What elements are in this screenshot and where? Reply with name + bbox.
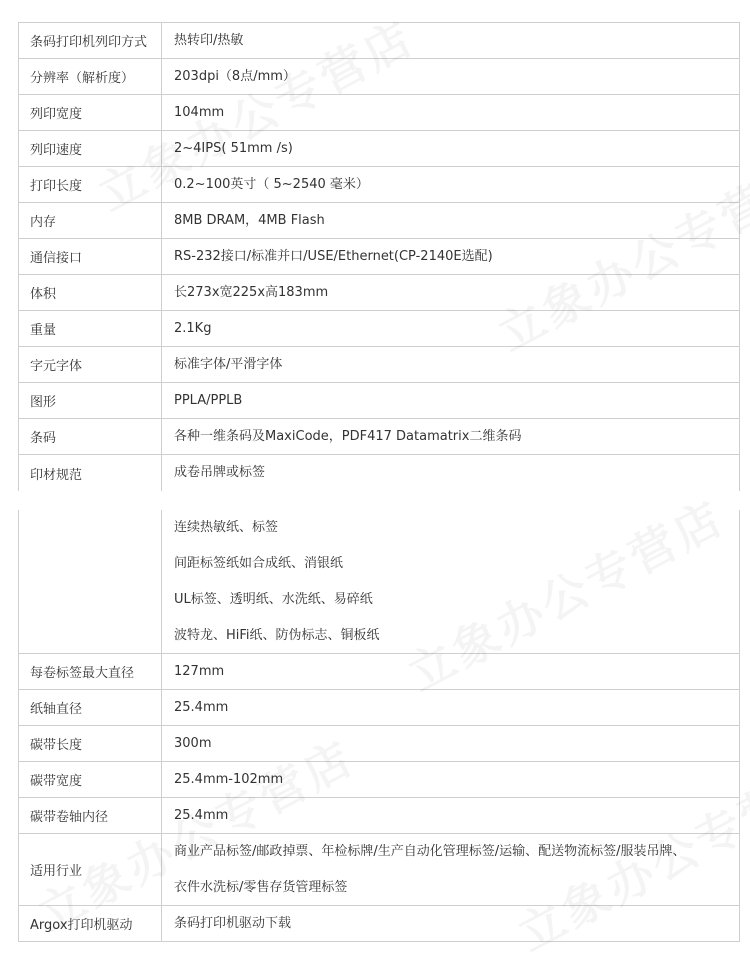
spec-value — [162, 23, 739, 58]
spec-value-line: 203dpi（8点/mm） — [174, 68, 296, 84]
spec-value — [162, 726, 739, 761]
spec-value — [162, 834, 739, 905]
spec-label: 碳带卷轴内径 — [19, 798, 162, 833]
spec-table-bottom — [18, 510, 740, 942]
spec-value-line: 25.4mm — [174, 699, 229, 715]
spec-value-line: 25.4mm-102mm — [174, 771, 284, 787]
spec-value — [162, 311, 739, 346]
spec-value-line: 间距标签纸如合成纸、消银纸 — [174, 555, 344, 571]
spec-value — [162, 798, 739, 833]
spec-row — [18, 203, 740, 239]
spec-row — [18, 455, 740, 491]
spec-table-top — [18, 22, 740, 491]
spec-value-line: 商业产品标签/邮政掉票、年检标牌/生产自动化管理标签/运输、配送物流标签/服装吊牌、 — [174, 843, 686, 859]
spec-row — [18, 131, 740, 167]
spec-value-line: 300m — [174, 735, 212, 751]
spec-row — [18, 59, 740, 95]
spec-row — [18, 347, 740, 383]
spec-value-line: 热转印/热敏 — [174, 32, 244, 48]
spec-value-line: 104mm — [174, 104, 225, 120]
spec-row — [18, 311, 740, 347]
spec-row — [18, 383, 740, 419]
spec-value — [162, 239, 739, 274]
spec-value-line: 波特龙、HiFi纸、防伪标志、铜板纸 — [174, 627, 380, 643]
spec-label: 条码 — [19, 419, 162, 454]
spec-value — [162, 347, 739, 382]
spec-label — [19, 510, 162, 653]
spec-value — [162, 275, 739, 310]
spec-label: 条码打印机列印方式 — [19, 23, 162, 58]
spec-value — [162, 419, 739, 454]
spec-value — [162, 762, 739, 797]
spec-value-line: UL标签、透明纸、水洗纸、易碎纸 — [174, 591, 373, 607]
spec-row — [18, 690, 740, 726]
spec-value — [162, 167, 739, 202]
spec-value — [162, 906, 739, 941]
spec-value-line: 连续热敏纸、标签 — [174, 519, 279, 535]
spec-label: 碳带宽度 — [19, 762, 162, 797]
spec-value-line: 成卷吊牌或标签 — [174, 465, 266, 480]
spec-value-line: 8MB DRAM，4MB Flash — [174, 212, 325, 228]
spec-label: Argox打印机驱动 — [19, 906, 162, 941]
spec-row — [18, 510, 740, 654]
spec-value-line: 衣件水洗标/零售存货管理标签 — [174, 879, 348, 895]
spec-label: 列印宽度 — [19, 95, 162, 130]
spec-value-line: 0.2~100英寸（ 5~2540 毫米） — [174, 176, 369, 192]
spec-value — [162, 131, 739, 166]
spec-value — [162, 510, 739, 653]
spec-row — [18, 167, 740, 203]
spec-value — [162, 59, 739, 94]
spec-row — [18, 239, 740, 275]
spec-row — [18, 95, 740, 131]
spec-label: 重量 — [19, 311, 162, 346]
spec-label: 适用行业 — [19, 834, 162, 905]
spec-label: 体积 — [19, 275, 162, 310]
spec-row — [18, 906, 740, 942]
spec-value-line: 标准字体/平滑字体 — [174, 356, 283, 372]
spec-label: 图形 — [19, 383, 162, 418]
spec-label: 每卷标签最大直径 — [19, 654, 162, 689]
spec-label: 打印长度 — [19, 167, 162, 202]
spec-value-line: 127mm — [174, 663, 225, 679]
spec-value — [162, 383, 739, 418]
spec-label: 字元字体 — [19, 347, 162, 382]
spec-row — [18, 798, 740, 834]
spec-row — [18, 834, 740, 906]
spec-value — [162, 455, 739, 491]
spec-value — [162, 203, 739, 238]
spec-value — [162, 690, 739, 725]
spec-label: 通信接口 — [19, 239, 162, 274]
spec-value-line: 条码打印机驱动下载 — [174, 915, 292, 931]
spec-value-line: 各种一维条码及MaxiCode，PDF417 Datamatrix二维条码 — [174, 428, 522, 444]
spec-row — [18, 275, 740, 311]
spec-row — [18, 654, 740, 690]
spec-value-line: 长273x宽225x高183mm — [174, 284, 329, 300]
spec-label: 碳带长度 — [19, 726, 162, 761]
spec-value-line: 2.1Kg — [174, 320, 212, 336]
spec-label: 分辨率（解析度） — [19, 59, 162, 94]
spec-value-line: 2~4IPS( 51mm /s) — [174, 140, 293, 156]
spec-label: 内存 — [19, 203, 162, 238]
spec-value-line: PPLA/PPLB — [174, 392, 243, 408]
spec-row — [18, 726, 740, 762]
spec-row — [18, 23, 740, 59]
spec-label: 列印速度 — [19, 131, 162, 166]
spec-value-line: RS-232接口/标准并口/USE/Ethernet(CP-2140E选配) — [174, 248, 493, 264]
spec-label: 印材规范 — [19, 455, 162, 491]
spec-row — [18, 419, 740, 455]
spec-value — [162, 654, 739, 689]
spec-label: 纸轴直径 — [19, 690, 162, 725]
spec-row — [18, 762, 740, 798]
spec-value — [162, 95, 739, 130]
spec-value-line: 25.4mm — [174, 807, 229, 823]
